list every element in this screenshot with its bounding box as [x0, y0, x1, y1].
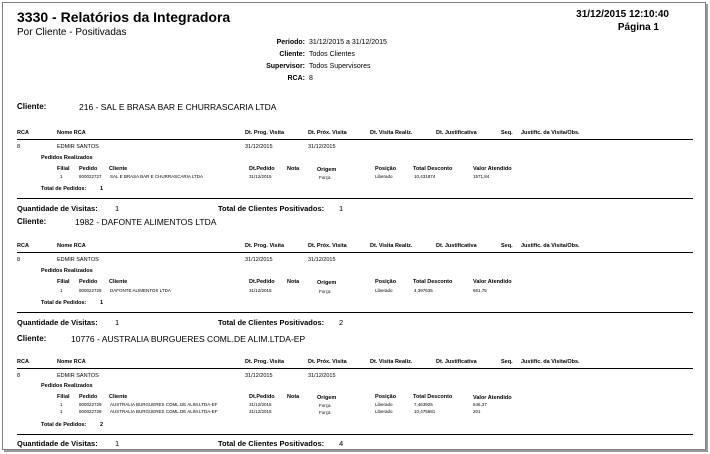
client-name: 216 - SAL E BRASA BAR E CHURRASCARIA LTDA — [79, 102, 277, 112]
col-posicao: Posição — [375, 279, 397, 285]
dt-prog-value: 31/12/2015 — [245, 257, 273, 263]
col-dt-prog: Dt. Prog. Visita — [245, 359, 285, 365]
col-dt-pedido: Dt.Pedido — [249, 166, 275, 172]
col-posicao: Posição — [375, 166, 397, 172]
col-nome-rca: Nome RCA — [57, 243, 86, 249]
client-label: Cliente: — [17, 334, 47, 343]
col-origem: Origem — [317, 395, 337, 401]
col-cliente: Cliente — [109, 394, 128, 400]
filter-supervisor-value: Todos Supervisores — [309, 63, 371, 70]
report-page — [2, 2, 706, 450]
total-positivados-label: Total de Clientes Positivados: — [218, 439, 325, 448]
filter-periodo-label: Período: — [276, 39, 305, 46]
col-seq: Seq. — [501, 359, 513, 365]
col-origem: Origem — [317, 280, 337, 286]
order-cliente: SAL E BRASA BAR E CHURRASCARIA LTDA — [110, 174, 204, 179]
order-cliente: AUSTRALIA BURGUERES COML.DE ALIM.LTDA-EF — [110, 402, 218, 407]
col-cliente: Cliente — [109, 166, 128, 172]
col-dt-prog: Dt. Prog. Visita — [245, 243, 285, 249]
filter-cliente-value: Todos Clientes — [309, 51, 355, 58]
col-nome-rca: Nome RCA — [57, 130, 86, 136]
order-filial: 1 — [60, 288, 63, 293]
col-dt-prox: Dt. Próx. Visita — [308, 243, 347, 249]
col-dt-pedido: Dt.Pedido — [249, 279, 275, 285]
order-total-desconto: 10,431874 — [414, 174, 436, 179]
rca-name: EDMIR SANTOS — [57, 373, 99, 379]
total-positivados-value: 1 — [339, 204, 344, 213]
col-cliente: Cliente — [109, 279, 128, 285]
order-valor-atendido: 201 — [473, 409, 481, 414]
col-dt-realiz: Dt. Visita Realiz. — [370, 243, 413, 249]
order-pedido: 800022729 — [79, 402, 102, 407]
rca-name: EDMIR SANTOS — [57, 144, 99, 150]
order-posicao: Liberado — [375, 174, 393, 179]
total-pedidos-value: 1 — [100, 186, 104, 192]
quantidade-visitas-value: 1 — [115, 204, 120, 213]
col-justif: Justific. da Visita/Obs. — [521, 243, 580, 249]
col-dt-realiz: Dt. Visita Realiz. — [370, 130, 413, 136]
col-seq: Seq. — [501, 243, 513, 249]
dt-prox-value: 31/12/2015 — [308, 373, 336, 379]
report-title: 3330 - Relatórios da Integradora — [17, 9, 231, 25]
filter-periodo-value: 31/12/2015 a 31/12/2015 — [309, 39, 387, 46]
col-nome-rca: Nome RCA — [57, 359, 86, 365]
dt-prox-value: 31/12/2015 — [308, 257, 336, 263]
order-filial: 1 — [60, 174, 63, 179]
order-origem: Força — [319, 175, 331, 180]
col-justif: Justific. da Visita/Obs. — [521, 359, 580, 365]
rca-value: 8 — [17, 373, 21, 379]
col-filial: Filial — [57, 394, 70, 400]
col-justif: Justific. da Visita/Obs. — [521, 130, 580, 136]
col-dt-prox: Dt. Próx. Visita — [308, 359, 347, 365]
col-filial: Filial — [57, 279, 70, 285]
col-nota: Nota — [287, 166, 300, 172]
quantidade-visitas-label: Quantidade de Visitas: — [17, 204, 98, 213]
total-positivados-value: 4 — [339, 439, 344, 448]
client-label: Cliente: — [17, 102, 47, 111]
col-total-desconto: Total Desconto — [413, 394, 453, 400]
section-divider — [17, 312, 693, 313]
quantidade-visitas-value: 1 — [115, 439, 120, 448]
dt-prog-value: 31/12/2015 — [245, 144, 273, 150]
order-pedido: 800022727 — [79, 174, 102, 179]
order-valor-atendido: 651,75 — [473, 288, 487, 293]
order-total-desconto: 4,397635 — [414, 288, 433, 293]
filter-rca-label: RCA: — [287, 75, 305, 82]
total-pedidos-label: Total de Pedidos: — [41, 300, 87, 306]
total-positivados-value: 2 — [339, 318, 344, 327]
col-pedido: Pedido — [79, 279, 98, 285]
page-number: Página 1 — [617, 22, 659, 33]
order-valor-atendido: 1571,84 — [473, 174, 490, 179]
col-nota: Nota — [287, 394, 300, 400]
client-label: Cliente: — [17, 217, 47, 226]
quantidade-visitas-value: 1 — [115, 318, 120, 327]
order-dt-pedido: 31/12/2015 — [249, 409, 272, 414]
col-total-desconto: Total Desconto — [413, 166, 453, 172]
col-dt-just: Dt. Justificativa — [436, 243, 477, 249]
rca-value: 8 — [17, 257, 21, 263]
section-divider — [17, 198, 693, 199]
col-valor-atendido: Valor Atendido — [473, 395, 512, 401]
col-seq: Seq. — [501, 130, 513, 136]
order-dt-pedido: 31/12/2015 — [249, 288, 272, 293]
report-datetime: 31/12/2015 12:10:40 — [576, 9, 669, 20]
col-valor-atendido: Valor Atendido — [473, 166, 512, 172]
order-cliente: DAFONTE ALIMENTOS LTDA — [110, 288, 171, 293]
quantidade-visitas-label: Quantidade de Visitas: — [17, 318, 98, 327]
order-pedido: 800022728 — [79, 409, 102, 414]
section-divider — [17, 434, 693, 435]
order-dt-pedido: 31/12/2015 — [249, 174, 272, 179]
col-dt-prox: Dt. Próx. Visita — [308, 130, 347, 136]
pedidos-realizados-label: Pedidos Realizados — [41, 383, 93, 389]
col-total-desconto: Total Desconto — [413, 279, 453, 285]
filter-cliente-label: Cliente: — [279, 51, 305, 58]
order-filial: 1 — [60, 409, 63, 414]
quantidade-visitas-label: Quantidade de Visitas: — [17, 439, 98, 448]
col-filial: Filial — [57, 166, 70, 172]
client-name: 10776 - AUSTRALIA BURGUERES COML.DE ALIM.LTDA-EP — [71, 334, 306, 344]
order-total-desconto: 10,475681 — [414, 409, 436, 414]
col-pedido: Pedido — [79, 166, 98, 172]
order-dt-pedido: 31/12/2015 — [249, 402, 272, 407]
order-origem: Força — [319, 289, 331, 294]
order-origem: Força — [319, 410, 331, 415]
total-positivados-label: Total de Clientes Positivados: — [218, 204, 325, 213]
col-pedido: Pedido — [79, 394, 98, 400]
filter-rca-value: 8 — [309, 75, 313, 82]
pedidos-realizados-label: Pedidos Realizados — [41, 155, 93, 161]
col-dt-realiz: Dt. Visita Realiz. — [370, 359, 413, 365]
col-rca: RCA — [17, 243, 29, 249]
order-posicao: Liberado — [375, 288, 393, 293]
dt-prox-value: 31/12/2015 — [308, 144, 336, 150]
col-rca: RCA — [17, 359, 29, 365]
total-pedidos-value: 1 — [100, 300, 104, 306]
order-cliente: AUSTRALIA BURGUERES COML.DE ALIM.LTDA-EF — [110, 409, 218, 414]
order-total-desconto: 7,463925 — [414, 402, 433, 407]
total-pedidos-value: 2 — [100, 422, 104, 428]
order-posicao: Liberado — [375, 402, 393, 407]
total-pedidos-label: Total de Pedidos: — [41, 422, 87, 428]
col-dt-prog: Dt. Prog. Visita — [245, 130, 285, 136]
col-rca: RCA — [17, 130, 29, 136]
col-nota: Nota — [287, 279, 300, 285]
col-dt-just: Dt. Justificativa — [436, 359, 477, 365]
report-subtitle: Por Cliente - Positivadas — [17, 27, 127, 38]
rca-value: 8 — [17, 144, 21, 150]
order-valor-atendido: 546,37 — [473, 402, 487, 407]
col-valor-atendido: Valor Atendido — [473, 279, 512, 285]
order-filial: 1 — [60, 402, 63, 407]
order-origem: Força — [319, 403, 331, 408]
order-pedido: 800022726 — [79, 288, 102, 293]
filter-supervisor-label: Supervisor: — [266, 63, 305, 70]
col-dt-just: Dt. Justificativa — [436, 130, 477, 136]
pedidos-realizados-label: Pedidos Realizados — [41, 268, 93, 274]
total-pedidos-label: Total de Pedidos: — [41, 186, 87, 192]
header-divider — [17, 252, 693, 253]
client-name: 1982 - DAFONTE ALIMENTOS LTDA — [75, 217, 217, 227]
col-origem: Origem — [317, 167, 337, 173]
dt-prog-value: 31/12/2015 — [245, 373, 273, 379]
total-positivados-label: Total de Clientes Positivados: — [218, 318, 325, 327]
col-posicao: Posição — [375, 394, 397, 400]
header-divider — [17, 368, 693, 369]
col-dt-pedido: Dt.Pedido — [249, 394, 275, 400]
rca-name: EDMIR SANTOS — [57, 257, 99, 263]
order-posicao: Liberado — [375, 409, 393, 414]
header-divider — [17, 139, 693, 140]
